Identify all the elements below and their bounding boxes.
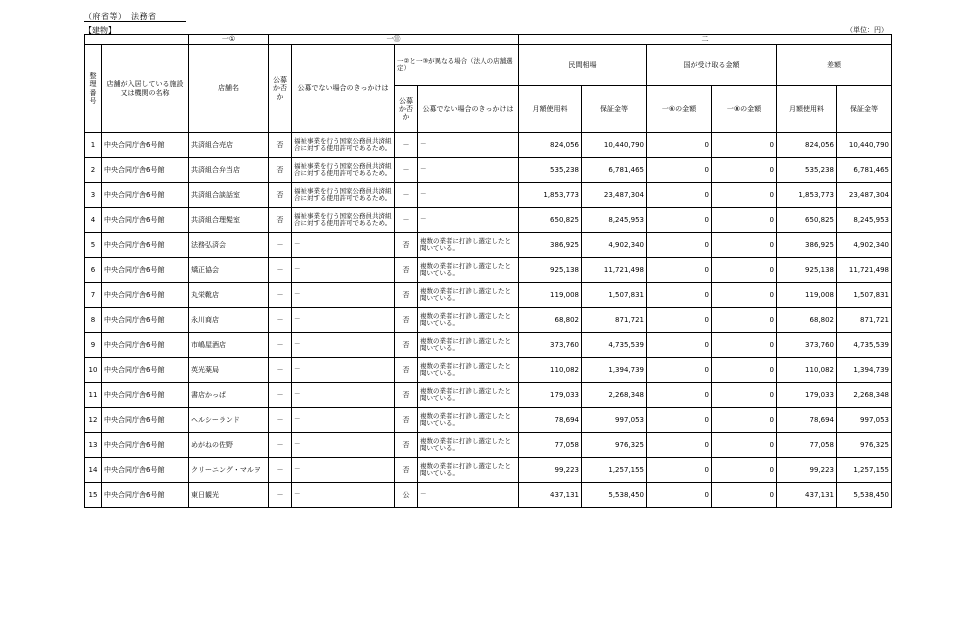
cell-facility: 中央合同庁舎6号館 (102, 283, 189, 308)
cell-reason: － (292, 358, 395, 383)
cell-amount8: 0 (712, 383, 777, 408)
table-row (85, 458, 892, 483)
cell-facility: 中央合同庁舎6号館 (102, 333, 189, 358)
cell-diff-deposit: 4,735,539 (837, 333, 892, 358)
cell-reason2: － (418, 208, 519, 233)
table-row (85, 308, 892, 333)
cell-diff-deposit: 871,721 (837, 308, 892, 333)
table-row (85, 333, 892, 358)
cell-koubo2: 否 (395, 233, 418, 258)
cell-facility: 中央合同庁舎6号館 (102, 408, 189, 433)
cell-diff-deposit: 1,394,739 (837, 358, 892, 383)
cell-shop: 英光薬局 (189, 358, 269, 383)
cell-monthly: 68,802 (519, 308, 582, 333)
cell-deposit: 1,507,831 (582, 283, 647, 308)
cell-deposit: 6,781,465 (582, 158, 647, 183)
cell-monthly: 373,760 (519, 333, 582, 358)
cell-facility: 中央合同庁舎6号館 (102, 183, 189, 208)
cell-koubo2: － (395, 208, 418, 233)
cell-diff-deposit: 6,781,465 (837, 158, 892, 183)
cell-diff-deposit: 5,538,450 (837, 483, 892, 508)
cell-reason2: 複数の業者に打診し選定したと聞いている。 (418, 433, 519, 458)
cell-koubo: － (269, 383, 292, 408)
header-group3: 二 (519, 35, 892, 45)
cell-koubo2: 否 (395, 408, 418, 433)
cell-koubo2: － (395, 158, 418, 183)
cell-koubo2: 否 (395, 258, 418, 283)
cell-koubo: － (269, 308, 292, 333)
cell-monthly: 110,082 (519, 358, 582, 383)
cell-no: 12 (85, 408, 102, 433)
cell-facility: 中央合同庁舎6号館 (102, 133, 189, 158)
cell-amount8: 0 (712, 358, 777, 383)
cell-amount6: 0 (647, 233, 712, 258)
cell-shop: クリーニング・マルヲ (189, 458, 269, 483)
cell-reason: － (292, 433, 395, 458)
cell-koubo: － (269, 283, 292, 308)
cell-no: 1 (85, 133, 102, 158)
cell-shop: 矯正協会 (189, 258, 269, 283)
cell-diff-deposit: 11,721,498 (837, 258, 892, 283)
cell-amount6: 0 (647, 333, 712, 358)
cell-no: 9 (85, 333, 102, 358)
cell-reason2: － (418, 183, 519, 208)
header-getsugaku2: 月額使用料 (777, 86, 837, 133)
cell-shop: 丸栄靴店 (189, 283, 269, 308)
header-group1: 一① (189, 35, 269, 45)
cell-deposit: 4,735,539 (582, 333, 647, 358)
cell-koubo2: 否 (395, 458, 418, 483)
cell-koubo: 否 (269, 158, 292, 183)
cell-amount8: 0 (712, 308, 777, 333)
cell-koubo: － (269, 233, 292, 258)
cell-reason2: 複数の業者に打診し選定したと聞いている。 (418, 308, 519, 333)
header-kingaku6: 一⑥の金額 (647, 86, 712, 133)
cell-facility: 中央合同庁舎6号館 (102, 208, 189, 233)
table-row (85, 183, 892, 208)
cell-reason: 福祉事業を行う国家公務員共済組合に対する使用許可であるため。 (292, 183, 395, 208)
cell-amount8: 0 (712, 258, 777, 283)
cell-facility: 中央合同庁舎6号館 (102, 158, 189, 183)
cell-deposit: 10,440,790 (582, 133, 647, 158)
cell-reason2: 複数の業者に打診し選定したと聞いている。 (418, 408, 519, 433)
cell-diff-monthly: 68,802 (777, 308, 837, 333)
cell-deposit: 11,721,498 (582, 258, 647, 283)
cell-reason2: 複数の業者に打診し選定したと聞いている。 (418, 383, 519, 408)
cell-amount8: 0 (712, 458, 777, 483)
cell-deposit: 1,257,155 (582, 458, 647, 483)
table-row (85, 158, 892, 183)
cell-koubo2: 否 (395, 383, 418, 408)
cell-no: 8 (85, 308, 102, 333)
cell-shop: 法務弘済会 (189, 233, 269, 258)
cell-diff-deposit: 997,053 (837, 408, 892, 433)
header-kikkake2: 公募でない場合のきっかけは (418, 86, 519, 133)
cell-amount6: 0 (647, 383, 712, 408)
cell-reason: 福祉事業を行う国家公務員共済組合に対する使用許可であるため。 (292, 158, 395, 183)
cell-deposit: 23,487,304 (582, 183, 647, 208)
cell-amount8: 0 (712, 183, 777, 208)
table-row (85, 483, 892, 508)
cell-reason: － (292, 233, 395, 258)
cell-diff-monthly: 386,925 (777, 233, 837, 258)
table-row (85, 133, 892, 158)
table-body (85, 133, 892, 508)
header-shisetsu: 店舗が入居している施設又は機関の名称 (102, 45, 189, 133)
unit-label: （単位：円） (846, 26, 888, 34)
cell-shop: 東日観光 (189, 483, 269, 508)
header-diff-group: 一②と一③が異なる場合（法人の店舗選定） (395, 45, 519, 86)
cell-deposit: 1,394,739 (582, 358, 647, 383)
cell-amount8: 0 (712, 283, 777, 308)
cell-koubo2: 否 (395, 283, 418, 308)
cell-facility: 中央合同庁舎6号館 (102, 483, 189, 508)
cell-amount6: 0 (647, 283, 712, 308)
cell-reason2: － (418, 158, 519, 183)
cell-shop: 共済組合理髪室 (189, 208, 269, 233)
table-row (85, 433, 892, 458)
cell-shop: ヘルシーランド (189, 408, 269, 433)
cell-diff-monthly: 179,033 (777, 383, 837, 408)
cell-no: 14 (85, 458, 102, 483)
cell-reason2: 複数の業者に打診し選定したと聞いている。 (418, 258, 519, 283)
cell-no: 13 (85, 433, 102, 458)
cell-monthly: 386,925 (519, 233, 582, 258)
cell-no: 5 (85, 233, 102, 258)
header-koubo2: 公募か否か (395, 86, 418, 133)
cell-diff-deposit: 1,257,155 (837, 458, 892, 483)
cell-koubo2: 否 (395, 333, 418, 358)
cell-diff-deposit: 2,268,348 (837, 383, 892, 408)
cell-koubo: 否 (269, 133, 292, 158)
cell-reason: － (292, 483, 395, 508)
cell-amount6: 0 (647, 483, 712, 508)
cell-monthly: 77,058 (519, 433, 582, 458)
cell-reason: － (292, 308, 395, 333)
header-sagaku: 差額 (777, 45, 892, 86)
table-row (85, 383, 892, 408)
table-row (85, 358, 892, 383)
cell-reason2: － (418, 483, 519, 508)
cell-facility: 中央合同庁舎6号館 (102, 233, 189, 258)
cell-facility: 中央合同庁舎6号館 (102, 458, 189, 483)
cell-diff-monthly: 78,694 (777, 408, 837, 433)
cell-reason2: 複数の業者に打診し選定したと聞いている。 (418, 233, 519, 258)
cell-shop: 共済組合談話室 (189, 183, 269, 208)
cell-monthly: 925,138 (519, 258, 582, 283)
cell-no: 6 (85, 258, 102, 283)
cell-diff-monthly: 373,760 (777, 333, 837, 358)
cell-diff-monthly: 650,825 (777, 208, 837, 233)
cell-monthly: 119,008 (519, 283, 582, 308)
cell-monthly: 99,223 (519, 458, 582, 483)
cell-no: 2 (85, 158, 102, 183)
cell-reason: － (292, 333, 395, 358)
cell-koubo: － (269, 458, 292, 483)
cell-facility: 中央合同庁舎6号館 (102, 433, 189, 458)
cell-amount6: 0 (647, 183, 712, 208)
cell-reason: － (292, 383, 395, 408)
cell-no: 15 (85, 483, 102, 508)
ministry-label: （府省等） 法務省 (84, 12, 157, 21)
cell-shop: 永川商店 (189, 308, 269, 333)
cell-shop: 共済組合弁当店 (189, 158, 269, 183)
cell-diff-monthly: 925,138 (777, 258, 837, 283)
cell-amount8: 0 (712, 333, 777, 358)
cell-diff-monthly: 535,238 (777, 158, 837, 183)
header-tenpo: 店舗名 (189, 45, 269, 133)
cell-deposit: 871,721 (582, 308, 647, 333)
table-header (85, 35, 892, 133)
cell-reason2: 複数の業者に打診し選定したと聞いている。 (418, 283, 519, 308)
cell-reason: － (292, 408, 395, 433)
table-row (85, 233, 892, 258)
cell-koubo: 否 (269, 208, 292, 233)
cell-koubo: － (269, 433, 292, 458)
cell-monthly: 179,033 (519, 383, 582, 408)
cell-koubo2: 否 (395, 308, 418, 333)
cell-amount6: 0 (647, 258, 712, 283)
cell-amount8: 0 (712, 408, 777, 433)
ministry-underline (84, 21, 186, 22)
header-koubo: 公募か否か (269, 45, 292, 133)
cell-shop: 市嶋屋酒店 (189, 333, 269, 358)
cell-diff-monthly: 99,223 (777, 458, 837, 483)
cell-amount8: 0 (712, 133, 777, 158)
cell-facility: 中央合同庁舎6号館 (102, 358, 189, 383)
cell-deposit: 4,902,340 (582, 233, 647, 258)
cell-koubo2: － (395, 183, 418, 208)
cell-no: 7 (85, 283, 102, 308)
header-minkan: 民間相場 (519, 45, 647, 86)
cell-facility: 中央合同庁舎6号館 (102, 308, 189, 333)
cell-koubo: － (269, 358, 292, 383)
cell-monthly: 824,056 (519, 133, 582, 158)
cell-facility: 中央合同庁舎6号館 (102, 258, 189, 283)
cell-diff-deposit: 4,902,340 (837, 233, 892, 258)
cell-deposit: 5,538,450 (582, 483, 647, 508)
header-hoshoukin2: 保証金等 (837, 86, 892, 133)
cell-reason2: 複数の業者に打診し選定したと聞いている。 (418, 333, 519, 358)
cell-koubo: － (269, 333, 292, 358)
cell-reason2: 複数の業者に打診し選定したと聞いている。 (418, 458, 519, 483)
cell-monthly: 650,825 (519, 208, 582, 233)
cell-amount8: 0 (712, 158, 777, 183)
cell-diff-monthly: 119,008 (777, 283, 837, 308)
cell-no: 4 (85, 208, 102, 233)
header-kikkake: 公募でない場合のきっかけは (292, 45, 395, 133)
cell-koubo2: － (395, 133, 418, 158)
header-getsugaku1: 月額使用料 (519, 86, 582, 133)
cell-deposit: 8,245,953 (582, 208, 647, 233)
cell-no: 10 (85, 358, 102, 383)
cell-koubo: 否 (269, 183, 292, 208)
cell-diff-deposit: 10,440,790 (837, 133, 892, 158)
table-row (85, 283, 892, 308)
cell-diff-monthly: 110,082 (777, 358, 837, 383)
header-seiri-bango: 整理番号 (85, 45, 102, 133)
cell-deposit: 976,325 (582, 433, 647, 458)
header-kingaku8: 一⑧の金額 (712, 86, 777, 133)
cell-diff-monthly: 824,056 (777, 133, 837, 158)
cell-reason: 福祉事業を行う国家公務員共済組合に対する使用許可であるため。 (292, 208, 395, 233)
cell-deposit: 997,053 (582, 408, 647, 433)
cell-amount6: 0 (647, 458, 712, 483)
cell-monthly: 78,694 (519, 408, 582, 433)
table-row (85, 408, 892, 433)
category-label: 【建物】 (84, 26, 116, 35)
table-row (85, 208, 892, 233)
cell-shop: 共済組合売店 (189, 133, 269, 158)
table-row (85, 258, 892, 283)
cell-reason: － (292, 258, 395, 283)
cell-koubo: － (269, 408, 292, 433)
cell-amount8: 0 (712, 433, 777, 458)
cell-diff-monthly: 1,853,773 (777, 183, 837, 208)
cell-koubo: － (269, 483, 292, 508)
cell-diff-deposit: 23,487,304 (837, 183, 892, 208)
cell-monthly: 535,238 (519, 158, 582, 183)
cell-no: 11 (85, 383, 102, 408)
cell-reason: 福祉事業を行う国家公務員共済組合に対する使用許可であるため。 (292, 133, 395, 158)
cell-amount8: 0 (712, 483, 777, 508)
cell-reason2: 複数の業者に打診し選定したと聞いている。 (418, 358, 519, 383)
cell-amount8: 0 (712, 208, 777, 233)
cell-amount6: 0 (647, 308, 712, 333)
cell-amount6: 0 (647, 433, 712, 458)
cell-diff-monthly: 437,131 (777, 483, 837, 508)
cell-no: 3 (85, 183, 102, 208)
cell-monthly: 1,853,773 (519, 183, 582, 208)
cell-amount6: 0 (647, 158, 712, 183)
cell-koubo: － (269, 258, 292, 283)
cell-diff-deposit: 8,245,953 (837, 208, 892, 233)
cell-reason: － (292, 283, 395, 308)
cell-reason: － (292, 458, 395, 483)
cell-amount6: 0 (647, 408, 712, 433)
cell-amount6: 0 (647, 133, 712, 158)
cell-facility: 中央合同庁舎6号館 (102, 383, 189, 408)
cell-koubo2: 否 (395, 433, 418, 458)
cell-shop: めがねの佐野 (189, 433, 269, 458)
header-hoshoukin1: 保証金等 (582, 86, 647, 133)
header-group2: 一⑪ (269, 35, 519, 45)
cell-amount6: 0 (647, 208, 712, 233)
cell-deposit: 2,268,348 (582, 383, 647, 408)
cell-koubo2: 公 (395, 483, 418, 508)
cell-koubo2: 否 (395, 358, 418, 383)
cell-shop: 書店かっぱ (189, 383, 269, 408)
cell-diff-deposit: 976,325 (837, 433, 892, 458)
cell-amount8: 0 (712, 233, 777, 258)
cell-diff-deposit: 1,507,831 (837, 283, 892, 308)
cell-monthly: 437,131 (519, 483, 582, 508)
cell-reason2: － (418, 133, 519, 158)
data-table (84, 34, 892, 508)
cell-amount6: 0 (647, 358, 712, 383)
cell-diff-monthly: 77,058 (777, 433, 837, 458)
header-kuni: 国が受け取る金額 (647, 45, 777, 86)
